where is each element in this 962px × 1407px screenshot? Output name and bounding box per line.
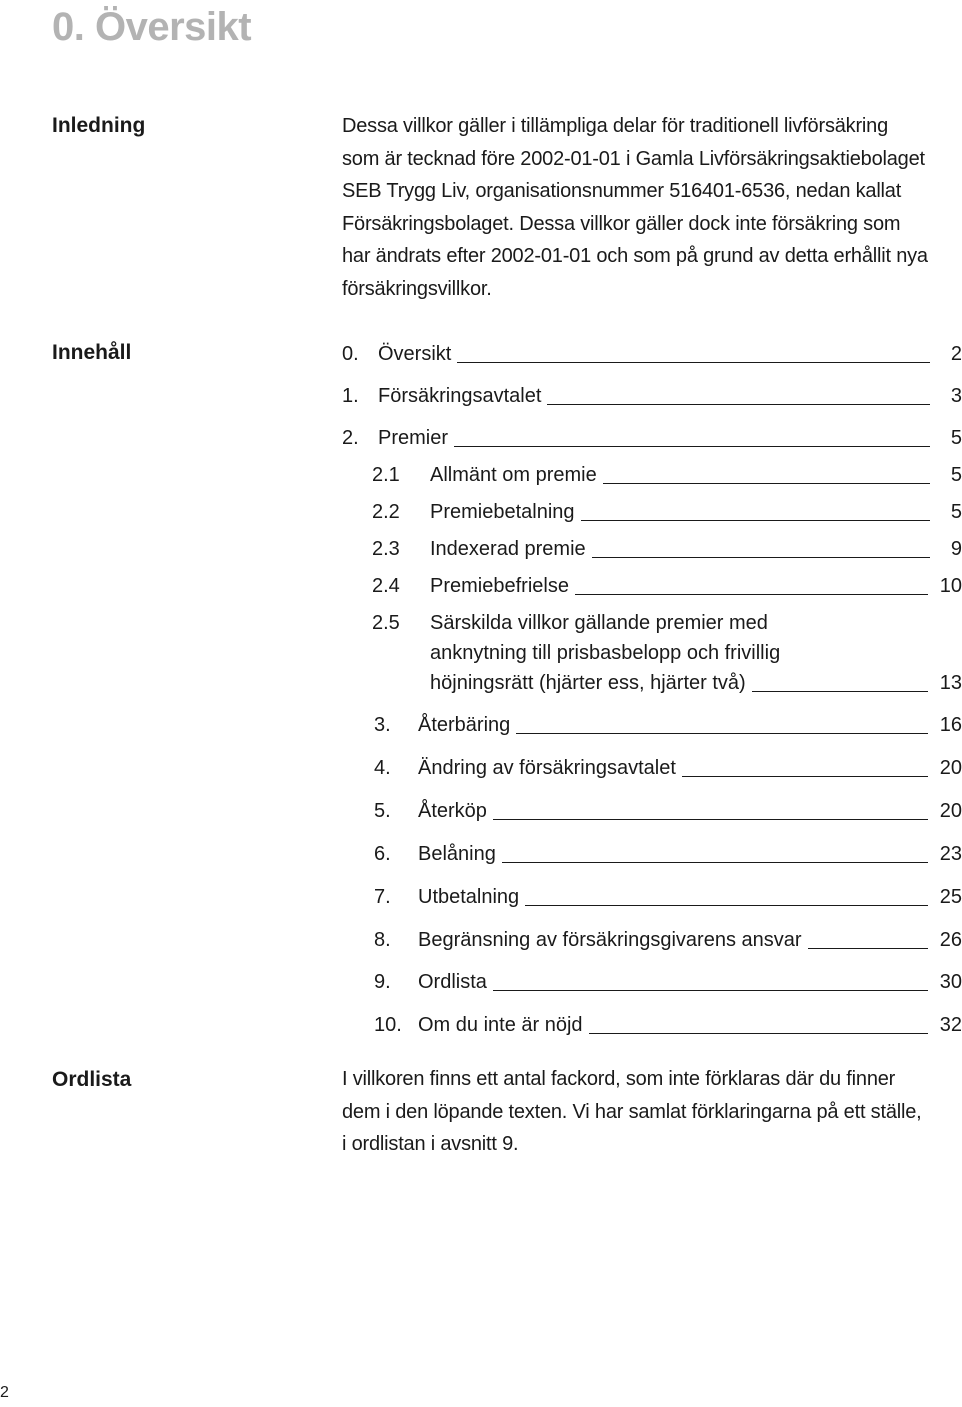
toc-number: 10. bbox=[374, 1014, 402, 1036]
toc-number: 3. bbox=[374, 714, 391, 736]
toc-leader-line bbox=[457, 362, 930, 363]
toc-item[interactable] bbox=[342, 381, 962, 411]
toc-page: 16 bbox=[939, 714, 962, 736]
inledning-line: försäkringsvillkor. bbox=[342, 277, 492, 300]
toc-title: Översikt bbox=[378, 343, 452, 365]
toc-item[interactable] bbox=[374, 839, 962, 869]
inledning-line: SEB Trygg Liv, organisationsnummer 516401-6536, nedan kallat bbox=[342, 180, 902, 202]
toc-item[interactable] bbox=[374, 967, 962, 997]
toc-number: 2.1 bbox=[372, 464, 400, 486]
toc-title: Indexerad premie bbox=[430, 538, 586, 560]
toc-number: 8. bbox=[374, 929, 391, 951]
toc-item[interactable] bbox=[342, 339, 962, 369]
toc-page: 5 bbox=[950, 464, 962, 486]
toc-item[interactable] bbox=[374, 753, 962, 783]
toc-title: Premiebefrielse bbox=[430, 575, 569, 597]
toc-page: 20 bbox=[939, 800, 962, 822]
toc-item[interactable] bbox=[374, 925, 962, 955]
toc-leader-line bbox=[752, 691, 928, 692]
toc-number: 2.3 bbox=[372, 538, 400, 560]
toc-leader-line bbox=[808, 948, 928, 949]
inledning-line: har ändrats efter 2002-01-01 och som på grund av detta erhållit nya bbox=[342, 245, 928, 267]
toc-page: 3 bbox=[950, 385, 962, 407]
toc-number: 2. bbox=[342, 427, 359, 449]
toc-page: 30 bbox=[939, 971, 962, 993]
toc-number: 5. bbox=[374, 800, 391, 822]
toc-page: 32 bbox=[939, 1014, 962, 1036]
toc-leader-line bbox=[581, 520, 930, 521]
page-title: 0. Översikt bbox=[52, 5, 252, 49]
toc-title: Återbäring bbox=[418, 714, 511, 736]
toc-title: Begränsning av försäkringsgivarens ansvar bbox=[418, 929, 802, 951]
toc-leader-line bbox=[516, 733, 928, 734]
toc-item[interactable] bbox=[374, 710, 962, 740]
toc-title: Utbetalning bbox=[418, 886, 520, 908]
ordlista-line: I villkoren finns ett antal fackord, som inte förklaras där du finner bbox=[342, 1068, 896, 1090]
toc-title: Belåning bbox=[418, 843, 496, 865]
toc-page: 13 bbox=[939, 672, 962, 694]
toc-item[interactable] bbox=[374, 1010, 962, 1040]
toc-item[interactable] bbox=[372, 571, 962, 601]
toc-page: 5 bbox=[950, 427, 962, 449]
toc-title-line: Särskilda villkor gällande premier med bbox=[430, 612, 768, 634]
toc-item[interactable] bbox=[372, 534, 962, 564]
toc-item[interactable] bbox=[372, 460, 962, 490]
ordlista-line: i ordlistan i avsnitt 9. bbox=[342, 1133, 519, 1155]
toc-page: 20 bbox=[939, 757, 962, 779]
toc-number: 6. bbox=[374, 843, 391, 865]
toc-leader-line bbox=[502, 862, 928, 863]
toc-leader-line bbox=[547, 404, 930, 405]
toc-number: 0. bbox=[342, 343, 359, 365]
toc-leader-line bbox=[603, 483, 930, 484]
toc-page: 9 bbox=[950, 538, 962, 560]
toc-item[interactable] bbox=[372, 497, 962, 527]
toc-number: 2.2 bbox=[372, 501, 400, 523]
toc-leader-line bbox=[589, 1033, 928, 1034]
ordlista-line: dem i den löpande texten. Vi har samlat förklaringarna på ett ställe, bbox=[342, 1100, 922, 1123]
toc-title: Premier bbox=[378, 427, 449, 449]
inledning-paragraph bbox=[342, 110, 962, 305]
toc-item[interactable] bbox=[374, 882, 962, 912]
toc-leader-line bbox=[454, 446, 930, 447]
toc-leader-line bbox=[525, 905, 928, 906]
toc-page: 25 bbox=[939, 886, 962, 908]
toc-title: Premiebetalning bbox=[430, 501, 575, 523]
toc-item[interactable] bbox=[342, 423, 962, 453]
inledning-line: Försäkringsbolaget. Dessa villkor gäller dock inte försäkring som bbox=[342, 212, 901, 235]
toc-title: Återköp bbox=[418, 800, 487, 822]
section-label-ordlista: Ordlista bbox=[52, 1068, 132, 1091]
toc-leader-line bbox=[682, 776, 928, 777]
toc-title: Om du inte är nöjd bbox=[418, 1014, 583, 1036]
toc-leader-line bbox=[592, 557, 930, 558]
toc-page: 23 bbox=[939, 843, 962, 865]
toc-leader-line bbox=[493, 819, 928, 820]
toc-item[interactable] bbox=[374, 796, 962, 826]
page-number: 2 bbox=[0, 1384, 9, 1401]
inledning-line: som är tecknad före 2002-01-01 i Gamla Livförsäkringsaktiebolaget bbox=[342, 147, 925, 170]
toc-leader-line bbox=[493, 990, 928, 991]
section-label-inledning: Inledning bbox=[52, 114, 146, 137]
toc-page: 26 bbox=[939, 929, 962, 951]
toc-number: 2.4 bbox=[372, 575, 400, 597]
toc-number: 4. bbox=[374, 757, 391, 779]
toc-number: 1. bbox=[342, 385, 359, 407]
toc-page: 5 bbox=[950, 501, 962, 523]
toc-title: Ordlista bbox=[418, 971, 487, 993]
toc-number: 7. bbox=[374, 886, 391, 908]
toc-page: 2 bbox=[950, 343, 962, 365]
toc-last-line bbox=[430, 668, 962, 698]
toc-title-line: anknytning till prisbasbelopp och frivillig bbox=[430, 642, 781, 664]
toc-title: Ändring av försäkringsavtalet bbox=[418, 757, 676, 779]
inledning-line: Dessa villkor gäller i tillämpliga delar för traditionell livförsäkring bbox=[342, 115, 889, 137]
toc-title: Försäkringsavtalet bbox=[378, 385, 542, 407]
toc-title: Allmänt om premie bbox=[430, 464, 597, 486]
toc-page: 10 bbox=[939, 575, 962, 597]
toc-number: 9. bbox=[374, 971, 391, 993]
section-label-innehall: Innehåll bbox=[52, 341, 132, 364]
toc-number: 2.5 bbox=[372, 612, 400, 634]
toc-leader-line bbox=[575, 594, 928, 595]
toc-title-line: höjningsrätt (hjärter ess, hjärter två) bbox=[430, 672, 746, 694]
ordlista-paragraph bbox=[342, 1063, 962, 1161]
